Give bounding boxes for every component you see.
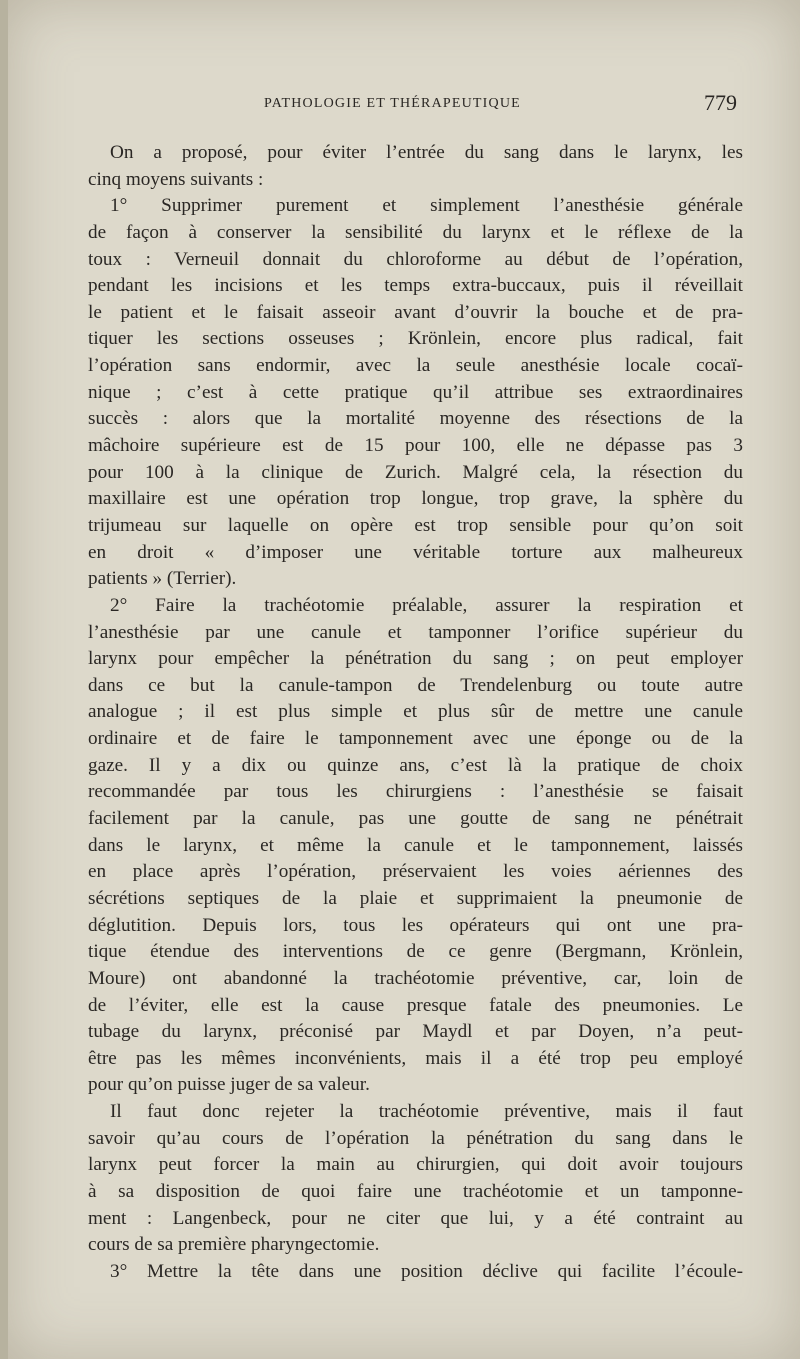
- running-title: PATHOLOGIE ET THÉRAPEUTIQUE: [264, 96, 521, 111]
- text-line: le patient et le faisait asseoir avant d’ouvrir la bouche et de pra-: [88, 301, 743, 323]
- text-line: recommandée par tous les chirurgiens : l’anesthésie se faisait: [88, 781, 743, 803]
- text-line: Moure) ont abandonné la trachéotomie préventive, car, loin de: [88, 967, 743, 989]
- text-line: 3° Mettre la tête dans une position déclive qui facilite l’écoule-: [110, 1260, 743, 1282]
- text-line: succès : alors que la mortalité moyenne des résections de la: [88, 408, 743, 430]
- text-line: sécrétions septiques de la plaie et supprimaient la pneumonie de: [88, 887, 743, 909]
- text-line: tique étendue des interventions de ce genre (Bergmann, Krönlein,: [88, 941, 743, 963]
- text-line: Il faut donc rejeter la trachéotomie préventive, mais il faut: [110, 1101, 743, 1123]
- book-page: [8, 0, 800, 1359]
- text-line: maxillaire est une opération trop longue, trop grave, la sphère du: [88, 488, 743, 510]
- text-line: en place après l’opération, préservaient les voies aériennes des: [88, 861, 743, 883]
- text-line: cinq moyens suivants :: [88, 168, 264, 190]
- text-line: de l’éviter, elle est la cause presque fatale des pneumonies. Le: [88, 994, 743, 1016]
- text-line: l’opération sans endormir, avec la seule anesthésie locale cocaï-: [88, 355, 743, 377]
- text-line: ment : Langenbeck, pour ne citer que lui, y a été contraint au: [88, 1207, 743, 1229]
- text-line: pour qu’on puisse juger de sa valeur.: [88, 1074, 370, 1096]
- text-line: tubage du larynx, préconisé par Maydl et par Doyen, n’a peut-: [88, 1021, 743, 1043]
- text-line: trijumeau sur laquelle on opère est trop sensible pour qu’on soit: [88, 514, 743, 536]
- text-line: larynx pour empêcher la pénétration du sang ; on peut employer: [88, 648, 743, 670]
- text-line: mâchoire supérieure est de 15 pour 100, elle ne dépasse pas 3: [88, 435, 743, 457]
- text-line: patients » (Terrier).: [88, 568, 237, 590]
- page-header: [88, 92, 743, 122]
- text-line: à sa disposition de quoi faire une trachéotomie et un tamponne-: [88, 1180, 743, 1202]
- text-line: en droit « d’imposer une véritable torture aux malheureux: [88, 541, 743, 563]
- text-line: 1° Supprimer purement et simplement l’anesthésie générale: [110, 195, 743, 217]
- text-line: pendant les incisions et les temps extra-buccaux, puis il réveillait: [88, 275, 743, 297]
- page-number: 779: [704, 90, 737, 115]
- text-line: gaze. Il y a dix ou quinze ans, c’est là la pratique de choix: [88, 754, 743, 776]
- text-line: savoir qu’au cours de l’opération la pénétration du sang dans le: [88, 1127, 743, 1149]
- text-line: facilement par la canule, pas une goutte de sang ne pénétrait: [88, 808, 743, 830]
- text-line: dans ce but la canule-tampon de Trendelenburg ou toute autre: [88, 674, 743, 696]
- text-line: cours de sa première pharyngectomie.: [88, 1234, 380, 1256]
- text-line: pour 100 à la clinique de Zurich. Malgré cela, la résection du: [88, 461, 743, 483]
- text-line: 2° Faire la trachéotomie préalable, assurer la respiration et: [110, 594, 743, 616]
- text-line: dans le larynx, et même la canule et le tamponnement, laissés: [88, 834, 743, 856]
- body-text: [88, 140, 743, 1286]
- text-line: tiquer les sections osseuses ; Krönlein, encore plus radical, fait: [88, 328, 743, 350]
- text-line: de façon à conserver la sensibilité du larynx et le réflexe de la: [88, 221, 743, 243]
- text-line: ordinaire et de faire le tamponnement avec une éponge ou de la: [88, 728, 743, 750]
- text-line: l’anesthésie par une canule et tamponner l’orifice supérieur du: [88, 621, 743, 643]
- text-line: déglutition. Depuis lors, tous les opérateurs qui ont une pra-: [88, 914, 743, 936]
- text-line: On a proposé, pour éviter l’entrée du sang dans le larynx, les: [110, 142, 743, 163]
- text-line: toux : Verneuil donnait du chloroforme au début de l’opération,: [88, 248, 743, 270]
- text-line: nique ; c’est à cette pratique qu’il attribue ses extraordinaires: [88, 381, 743, 403]
- text-line: être pas les mêmes inconvénients, mais il a été trop peu employé: [88, 1047, 743, 1069]
- text-line: larynx peut forcer la main au chirurgien, qui doit avoir toujours: [88, 1154, 743, 1176]
- text-line: analogue ; il est plus simple et plus sûr de mettre une canule: [88, 701, 743, 723]
